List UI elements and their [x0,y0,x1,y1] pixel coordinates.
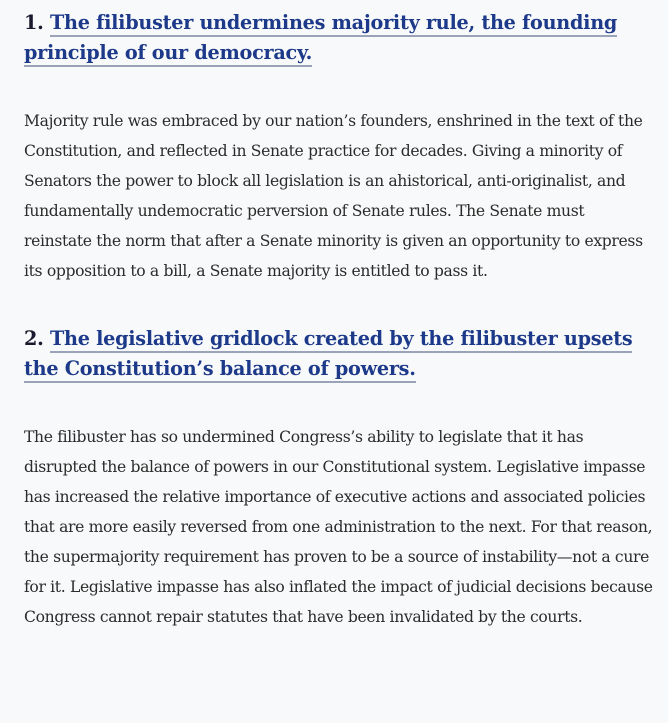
section-1 [24,8,654,286]
section-heading-link[interactable]: The legislative gridlock created by the filibuster upsets the Constitution’s balance of powers. [24,327,632,383]
section-heading-link[interactable]: The filibuster undermines majority rule, the founding principle of our democracy. [24,11,617,67]
section-body: The filibuster has so undermined Congress’s ability to legislate that it has disrupted the balance of powers in our Constitutional system. Legislative impasse has increased the relative importance of executive actions and associated policies that are more easily reversed from one administration to the next. For that reason, the supermajority requirement has proven to be a source of instability—not a cure for it. Legislative impasse has also inflated the impact of judicial decisions because Congress cannot repair statutes that have been invalidated by the courts. [24,428,653,626]
section-heading [24,324,654,384]
article-content [24,8,654,632]
section-number: 2. [24,327,44,350]
section-number: 1. [24,11,44,34]
section-heading [24,8,654,68]
section-body: Majority rule was embraced by our nation’s founders, enshrined in the text of the Constitution, and reflected in Senate practice for decades. Giving a minority of Senators the power to block all legislation is an ahistorical, anti-originalist, and fundamentally undemocratic perversion of Senate rules. The Senate must reinstate the norm that after a Senate minority is given an opportunity to express its opposition to a bill, a Senate majority is entitled to pass it. [24,112,643,280]
section-2 [24,324,654,632]
